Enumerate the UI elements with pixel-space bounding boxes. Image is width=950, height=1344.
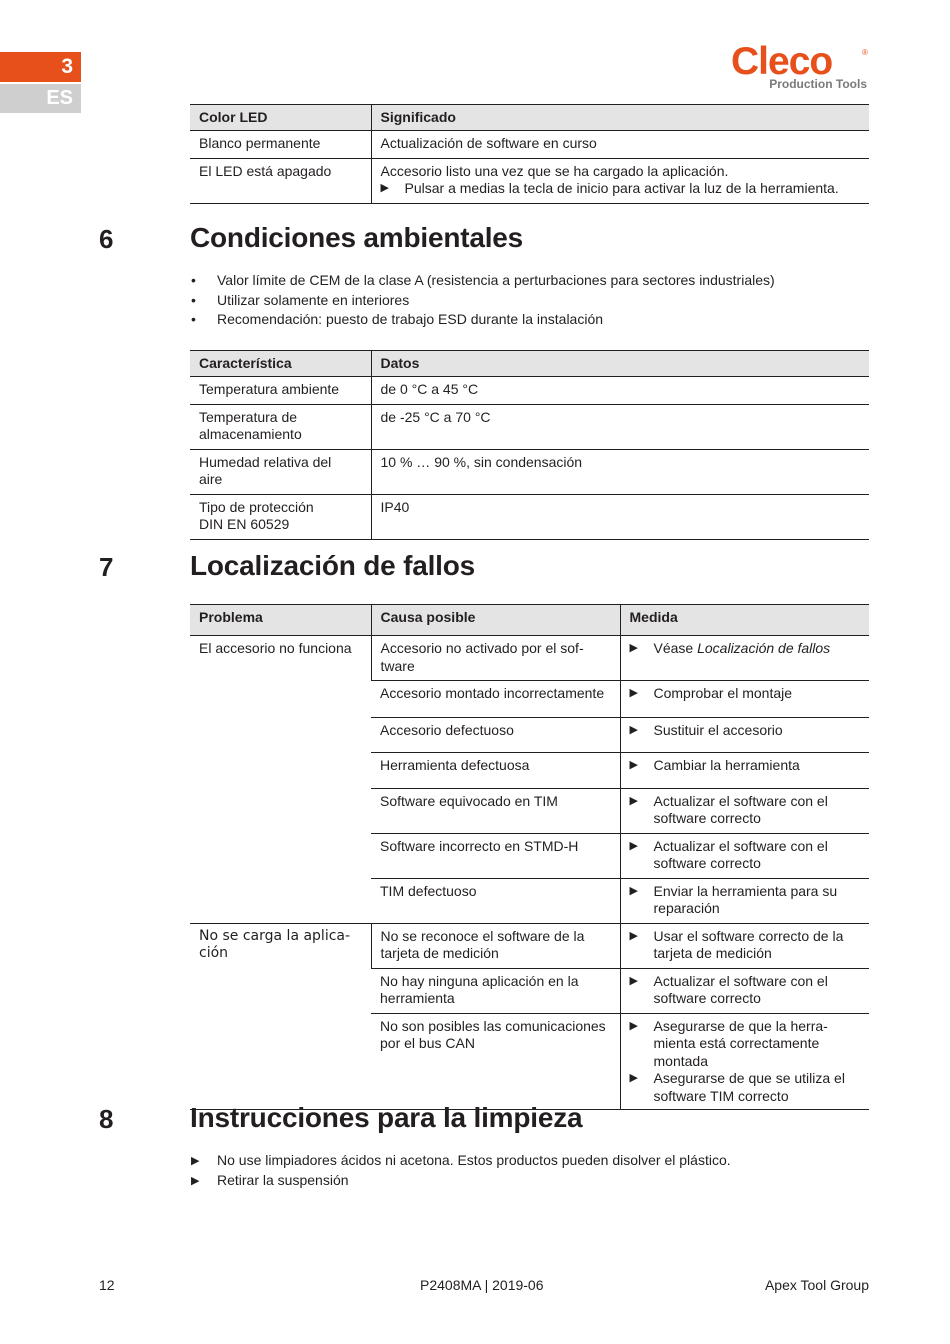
bullet-icon: • xyxy=(191,311,196,327)
column-header: Color LED xyxy=(190,105,371,131)
table-row xyxy=(190,377,869,405)
arrow-icon: ▶ xyxy=(629,723,638,736)
column-header: Significado xyxy=(371,105,869,131)
data-cell: 10 % … 90 %, sin condensación xyxy=(371,449,869,494)
cleaning-list xyxy=(190,1151,731,1190)
arrow-icon: ▶ xyxy=(629,759,638,771)
data-cell: de 0 °C a 45 °C xyxy=(371,377,869,405)
measure-text: Asegurarse de que se utiliza el software TIM correcto xyxy=(653,1070,845,1104)
measure-text: Actualizar el software con el software correcto xyxy=(653,972,828,1006)
measure-cell xyxy=(620,968,869,1013)
arrow-icon: ▶ xyxy=(629,839,638,852)
measure-cell xyxy=(620,833,869,878)
measure-text: Asegurarse de que la herra-mienta está correctamente montada xyxy=(653,1017,828,1069)
problem-cell: El accesorio no funciona xyxy=(190,636,371,924)
section-number: 8 xyxy=(99,1104,114,1134)
troubleshooting-table xyxy=(190,604,869,1110)
cause-cell: Accesorio no activado por el sof-tware xyxy=(371,636,620,681)
feature-cell: Temperatura de almacenamiento xyxy=(190,404,371,449)
cause-cell: No hay ninguna aplicación en la herramienta xyxy=(371,968,620,1013)
table-row xyxy=(190,923,869,968)
measure-cell xyxy=(620,753,869,789)
arrow-icon: ▶ xyxy=(629,1072,638,1084)
environment-table xyxy=(190,350,869,540)
cause-cell: Herramienta defectuosa xyxy=(371,753,620,789)
measure-text: Véase xyxy=(653,640,698,656)
measure-cell xyxy=(620,788,869,833)
measure-cell xyxy=(620,681,869,718)
list-item: ▶ No use limpiadores ácidos ni acetona. Estos productos pueden disolver el plástico. xyxy=(190,1151,731,1171)
bullet-icon: • xyxy=(191,291,196,308)
led-color-cell: Blanco permanente xyxy=(190,131,371,159)
table-header-row xyxy=(190,351,869,377)
cross-reference: Localización de fallos xyxy=(697,640,831,656)
page-number: 12 xyxy=(99,1277,115,1293)
measure-text: Enviar la herramienta para su reparación xyxy=(653,882,838,916)
bullet-icon: • xyxy=(191,272,196,288)
logo-subtitle: Production Tools xyxy=(769,77,867,91)
section-number: 6 xyxy=(99,224,114,254)
conditions-list xyxy=(190,271,775,330)
measure-cell xyxy=(620,636,869,681)
column-header: Causa posible xyxy=(371,605,620,636)
cleco-logo xyxy=(731,40,871,94)
measure-text: Usar el software correcto de la tarjeta de medición xyxy=(653,927,844,961)
section-title: Instrucciones para la limpieza xyxy=(190,1102,583,1133)
table-row xyxy=(190,131,869,159)
column-header: Medida xyxy=(620,605,869,636)
arrow-icon: ▶ xyxy=(191,1155,200,1167)
table-row xyxy=(190,404,869,449)
table-header-row xyxy=(190,105,869,131)
column-header: Característica xyxy=(190,351,371,377)
measure-text: Cambiar la herramienta xyxy=(653,757,800,773)
table-row xyxy=(190,494,869,539)
section-number: 7 xyxy=(99,552,114,582)
measure-text: Actualizar el software con el software correcto xyxy=(653,837,828,871)
logo-registered-mark: ® xyxy=(862,48,868,57)
logo-wordmark: Cleco xyxy=(731,40,833,83)
feature-cell: Tipo de protección DIN EN 60529 xyxy=(190,494,371,539)
table-row xyxy=(190,158,869,203)
list-item: • Utilizar solamente en interiores xyxy=(190,291,775,311)
arrow-icon: ▶ xyxy=(629,974,638,987)
document-id: P2408MA | 2019-06 xyxy=(420,1277,544,1293)
cause-cell: TIM defectuoso xyxy=(371,878,620,923)
arrow-icon: ▶ xyxy=(629,929,638,942)
arrow-icon: ▶ xyxy=(629,884,638,897)
data-cell: de -25 °C a 70 °C xyxy=(371,404,869,449)
led-meaning-text: Accesorio listo una vez que se ha cargado la aplicación. xyxy=(380,162,729,179)
measure-text: Comprobar el montaje xyxy=(653,685,793,701)
arrow-icon: ▶ xyxy=(629,1019,638,1032)
cause-cell: No se reconoce el software de la tarjeta de medición xyxy=(371,923,620,968)
measure-cell xyxy=(620,878,869,923)
measure-cell xyxy=(620,1013,869,1110)
cause-cell: Software incorrecto en STMD-H xyxy=(371,833,620,878)
led-meaning-cell xyxy=(371,158,869,203)
measure-cell xyxy=(620,923,869,968)
measure-cell xyxy=(620,717,869,753)
table-row xyxy=(190,636,869,681)
cause-cell: Accesorio montado incorrectamente xyxy=(371,681,620,718)
arrow-icon: ▶ xyxy=(629,642,638,654)
measure-text: Actualizar el software con el software correcto xyxy=(653,792,828,826)
language-tab: ES xyxy=(0,84,81,113)
action-text: Pulsar a medias la tecla de inicio para activar la luz de la herramienta. xyxy=(404,180,839,196)
column-header: Datos xyxy=(371,351,869,377)
list-item: • Recomendación: puesto de trabajo ESD durante la instalación xyxy=(190,310,775,330)
company-name: Apex Tool Group xyxy=(764,1277,869,1293)
feature-cell: Humedad relativa del aire xyxy=(190,449,371,494)
arrow-icon: ▶ xyxy=(629,687,638,699)
measure-text: Sustituir el accesorio xyxy=(653,721,783,738)
led-table xyxy=(190,104,869,204)
table-header-row xyxy=(190,605,869,636)
cause-cell: Accesorio defectuoso xyxy=(371,717,620,753)
list-item: • Valor límite de CEM de la clase A (resistencia a perturbaciones para sectores industriales) xyxy=(190,271,775,291)
column-header: Problema xyxy=(190,605,371,636)
arrow-icon: ▶ xyxy=(191,1174,200,1187)
list-item: ▶ Retirar la suspensión xyxy=(190,1171,731,1191)
data-cell: IP40 xyxy=(371,494,869,539)
arrow-icon: ▶ xyxy=(380,182,389,194)
chapter-tab: 3 xyxy=(0,52,81,82)
cause-cell: No son posibles las comunicaciones por el bus CAN xyxy=(371,1013,620,1110)
table-row xyxy=(190,449,869,494)
section-title: Localización de fallos xyxy=(190,550,476,581)
cause-cell: Software equivocado en TIM xyxy=(371,788,620,833)
action-step xyxy=(381,180,861,198)
led-meaning-cell: Actualización de software en curso xyxy=(371,131,869,159)
led-color-cell: El LED está apagado xyxy=(190,158,371,203)
arrow-icon: ▶ xyxy=(629,794,638,807)
section-title: Condiciones ambientales xyxy=(190,222,524,253)
problem-cell: No se carga la aplica-ción xyxy=(190,923,371,1110)
feature-cell: Temperatura ambiente xyxy=(190,377,371,405)
